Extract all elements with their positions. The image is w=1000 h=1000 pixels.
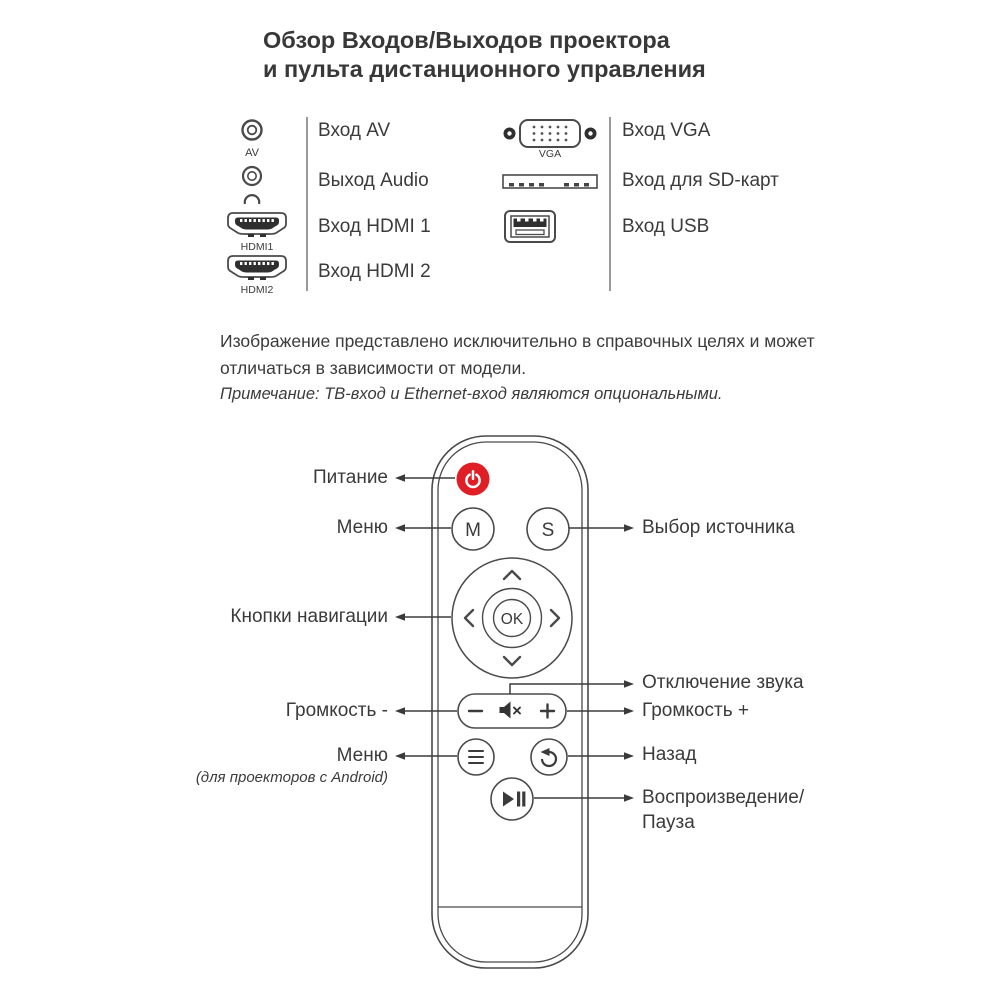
page-title-line2: и пульта дистанционного управления	[263, 56, 706, 82]
callout-back: Назад	[642, 744, 697, 765]
hdmi1-caption: HDMI1	[240, 241, 274, 252]
callout-source: Выбор источника	[642, 517, 795, 538]
disclaimer-line1: Изображение представлено исключительно в справочных целях и может	[220, 331, 815, 351]
port-label-hdmi1: Вход HDMI 1	[318, 216, 431, 237]
callout-navigation: Кнопки навигации	[230, 606, 388, 627]
callout-play-pause-line2: Пауза	[642, 811, 695, 833]
power-button	[457, 463, 490, 496]
callout-volume-up: Громкость +	[642, 700, 749, 721]
port-label-vga: Вход VGA	[622, 120, 711, 141]
av-jack-caption: AV	[245, 147, 259, 159]
page-title-line1: Обзор Входов/Выходов проектора	[263, 27, 670, 53]
callout-play-pause-line1: Воспроизведение/	[642, 787, 805, 808]
callout-mute: Отключение звука	[642, 672, 804, 693]
port-label-usb: Вход USB	[622, 216, 710, 237]
ok-button-glyph: OK	[500, 611, 524, 628]
menu-button-glyph: M	[465, 520, 481, 541]
vga-caption: VGA	[538, 148, 562, 159]
port-label-audio-out: Выход Audio	[318, 170, 429, 191]
port-label-sd: Вход для SD-карт	[622, 170, 779, 191]
disclaimer-line2: отличаться в зависимости от модели.	[220, 358, 527, 378]
callout-power: Питание	[313, 467, 388, 488]
callout-menu-android: Меню	[336, 745, 388, 766]
port-label-hdmi2: Вход HDMI 2	[318, 261, 431, 282]
callout-menu: Меню	[336, 517, 388, 538]
note-text: Примечание: ТВ-вход и Ethernet-вход являются опциональными.	[220, 385, 723, 403]
callout-play-pause	[642, 786, 804, 835]
port-label-av: Вход AV	[318, 120, 391, 141]
hdmi2-caption: HDMI2	[240, 284, 274, 295]
source-button-glyph: S	[541, 520, 555, 541]
callout-volume-down: Громкость -	[285, 700, 388, 721]
callout-menu-android-sub: (для проекторов с Android)	[195, 769, 388, 786]
